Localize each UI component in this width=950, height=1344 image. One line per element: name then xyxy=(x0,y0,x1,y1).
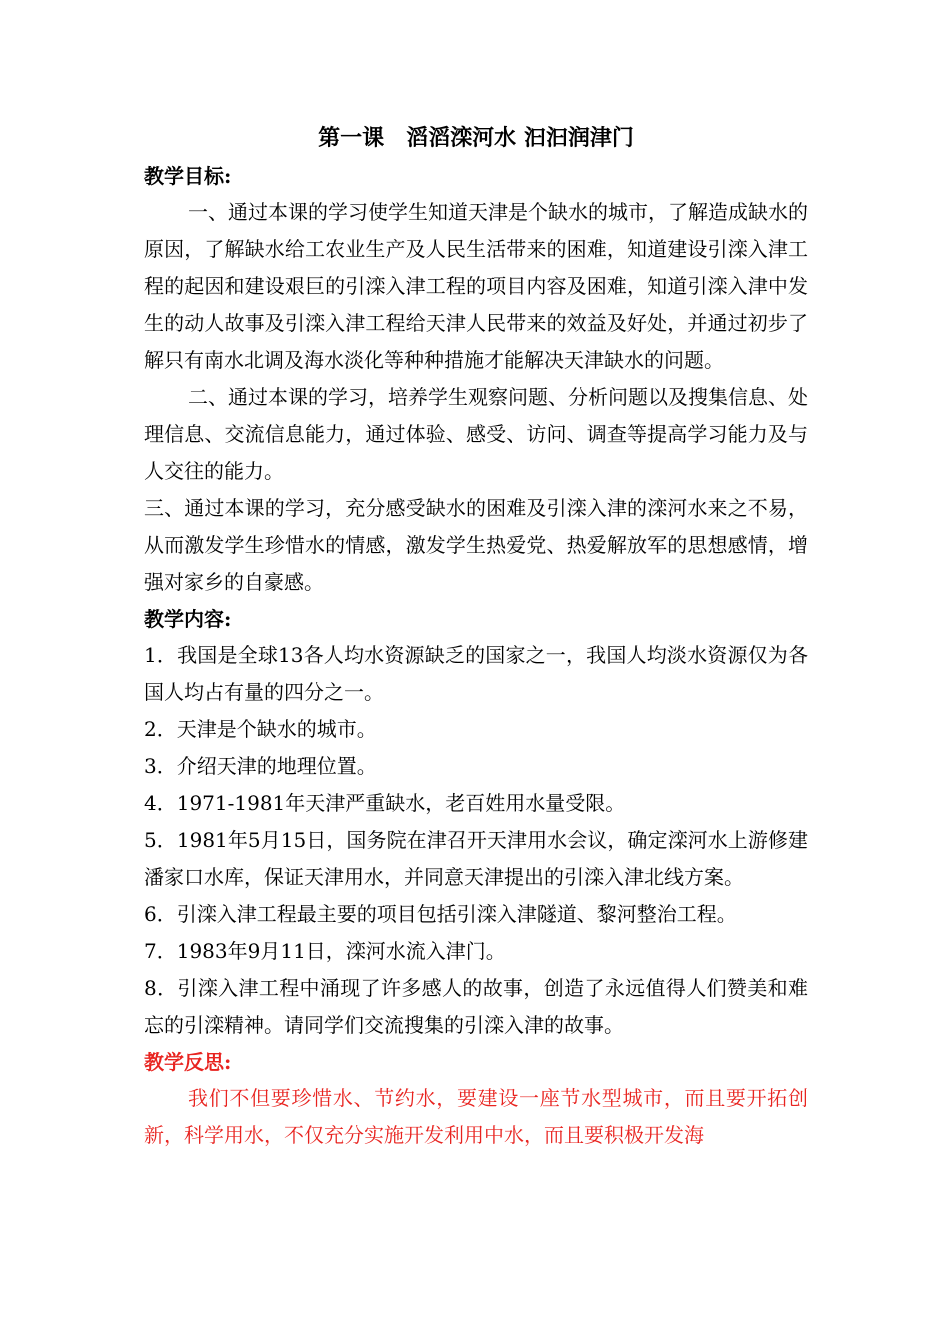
objective-paragraph-2: 二、通过本课的学习，培养学生观察问题、分析问题以及搜集信息、处理信息、交流信息能力，通过体验、感受、访问、调查等提高学习能力及与人交往的能力。 xyxy=(144,385,808,483)
content-item-1: 1．我国是全球13各人均水资源缺乏的国家之一，我国人均淡水资源仅为各国人均占有量的四分之一。 xyxy=(144,643,808,704)
objective-paragraph-3: 三、通过本课的学习，充分感受缺水的困难及引滦入津的滦河水来之不易，从而激发学生珍惜水的情感，激发学生热爱党、热爱解放军的思想感情，增强对家乡的自豪感。 xyxy=(144,496,808,594)
reflection-paragraph: 我们不但要珍惜水、节约水，要建设一座节水型城市，而且要开拓创新，科学用水，不仅充分实施开发利用中水，而且要积极开发海 xyxy=(144,1086,808,1147)
content-item-2: 2．天津是个缺水的城市。 xyxy=(144,717,377,741)
document-page xyxy=(144,118,808,1154)
content-item-8: 8．引滦入津工程中涌现了许多感人的故事，创造了永远值得人们赞美和难忘的引滦精神。请同学们交流搜集的引滦入津的故事。 xyxy=(144,976,808,1037)
content-item-6: 6．引滦入津工程最主要的项目包括引滦入津隧道、黎河整治工程。 xyxy=(144,902,737,926)
objectives-heading: 教学目标: xyxy=(144,164,232,188)
content-item-5: 5．1981年5月15日，国务院在津召开天津用水会议，确定滦河水上游修建潘家口水库，保证天津用水，并同意天津提出的引滦入津北线方案。 xyxy=(144,828,808,889)
content-item-4: 4．1971-1981年天津严重缺水，老百姓用水量受限。 xyxy=(144,791,626,815)
lesson-title: 第一课 滔滔滦河水 汩汩润津门 xyxy=(318,125,634,151)
content-item-3: 3．介绍天津的地理位置。 xyxy=(144,754,377,778)
content-heading: 教学内容: xyxy=(144,607,232,631)
content-item-7: 7．1983年9月11日，滦河水流入津门。 xyxy=(144,939,506,963)
reflection-heading: 教学反思: xyxy=(144,1050,232,1074)
objective-paragraph-1: 一、通过本课的学习使学生知道天津是个缺水的城市，了解造成缺水的原因，了解缺水给工农业生产及人民生活带来的困难，知道建设引滦入津工程的起因和建设艰巨的引滦入津工程的项目内容及困难，知道引滦入津中发生的动人故事及引滦入津工程给天津人民带来的效益及好处，并通过初步了解只有南水北调及海水淡化等种种措施才能解决天津缺水的问题。 xyxy=(144,200,808,372)
